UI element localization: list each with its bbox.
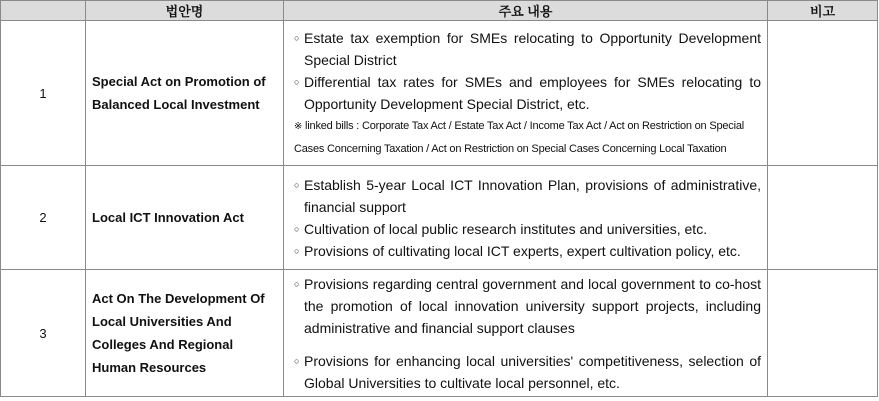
list-item-text: Provisions of cultivating local ICT experts, expert cultivation policy, etc.	[304, 242, 741, 259]
header-remarks: 비고	[768, 1, 878, 21]
list-item	[294, 71, 761, 115]
list-item	[294, 273, 761, 339]
linked-bills-note	[294, 115, 761, 160]
bill-name-line: Local Universities And	[92, 314, 232, 329]
list-item	[294, 27, 761, 71]
bill-name	[86, 166, 284, 270]
list-item-text: Cultivation of local public research institutes and universities, etc.	[304, 220, 708, 237]
main-content	[284, 270, 768, 397]
hollow-circle-bullet-icon: ○	[294, 355, 300, 366]
table-row	[1, 166, 878, 270]
list-item-text: Provisions for enhancing local universities' competitiveness, selection of Global Universities to cultivate local personnel, etc.	[304, 352, 761, 391]
list-item-text: Provisions regarding central government and local government to co-host the promotion of local innovation university support projects, including administrative and financial support clauses	[304, 275, 761, 336]
bill-name	[86, 270, 284, 397]
row-number: 1	[1, 21, 86, 166]
list-item-text: Differential tax rates for SMEs and employees for SMEs relocating to Opportunity Development Special District, etc.	[304, 73, 761, 112]
table-header-row	[1, 1, 878, 21]
hollow-circle-bullet-icon: ○	[294, 223, 300, 234]
bill-name-line: Special Act on Promotion of	[92, 74, 266, 89]
remarks-cell	[768, 166, 878, 270]
list-item-text: Estate tax exemption for SMEs relocating to Opportunity Development Special District	[304, 29, 761, 68]
hollow-circle-bullet-icon: ○	[294, 76, 300, 87]
bill-name-line: Act On The Development Of	[92, 291, 265, 306]
remarks-cell	[768, 270, 878, 397]
hollow-circle-bullet-icon: ○	[294, 32, 300, 43]
main-content	[284, 21, 768, 166]
bill-name-line: Colleges And Regional	[92, 337, 234, 352]
list-item	[294, 240, 761, 262]
header-no	[1, 1, 86, 21]
list-item	[294, 350, 761, 394]
table-row	[1, 270, 878, 397]
hollow-circle-bullet-icon: ○	[294, 278, 300, 289]
header-bill-name: 법안명	[86, 1, 284, 21]
row-number: 3	[1, 270, 86, 397]
list-item-text: Establish 5-year Local ICT Innovation Plan, provisions of administrative, financial support	[304, 176, 761, 215]
bill-name	[86, 21, 284, 166]
table-row	[1, 21, 878, 166]
list-item	[294, 174, 761, 218]
bill-name-line: Balanced Local Investment	[92, 97, 260, 112]
header-main-content: 주요 내용	[284, 1, 768, 21]
row-number: 2	[1, 166, 86, 270]
reference-mark: ※	[294, 120, 303, 132]
bill-name-line: Human Resources	[92, 360, 207, 375]
linked-bills-text: linked bills : Corporate Tax Act / Estate Tax Act / Income Tax Act / Act on Restriction on Special Cases Concerning Taxation / Act on Restriction on Special Cases Concerning Local Taxation	[294, 119, 745, 155]
main-content	[284, 166, 768, 270]
list-item	[294, 218, 761, 240]
hollow-circle-bullet-icon: ○	[294, 179, 300, 190]
remarks-cell	[768, 21, 878, 166]
bill-name-line: Local ICT Innovation Act	[92, 210, 244, 225]
hollow-circle-bullet-icon: ○	[294, 245, 300, 256]
